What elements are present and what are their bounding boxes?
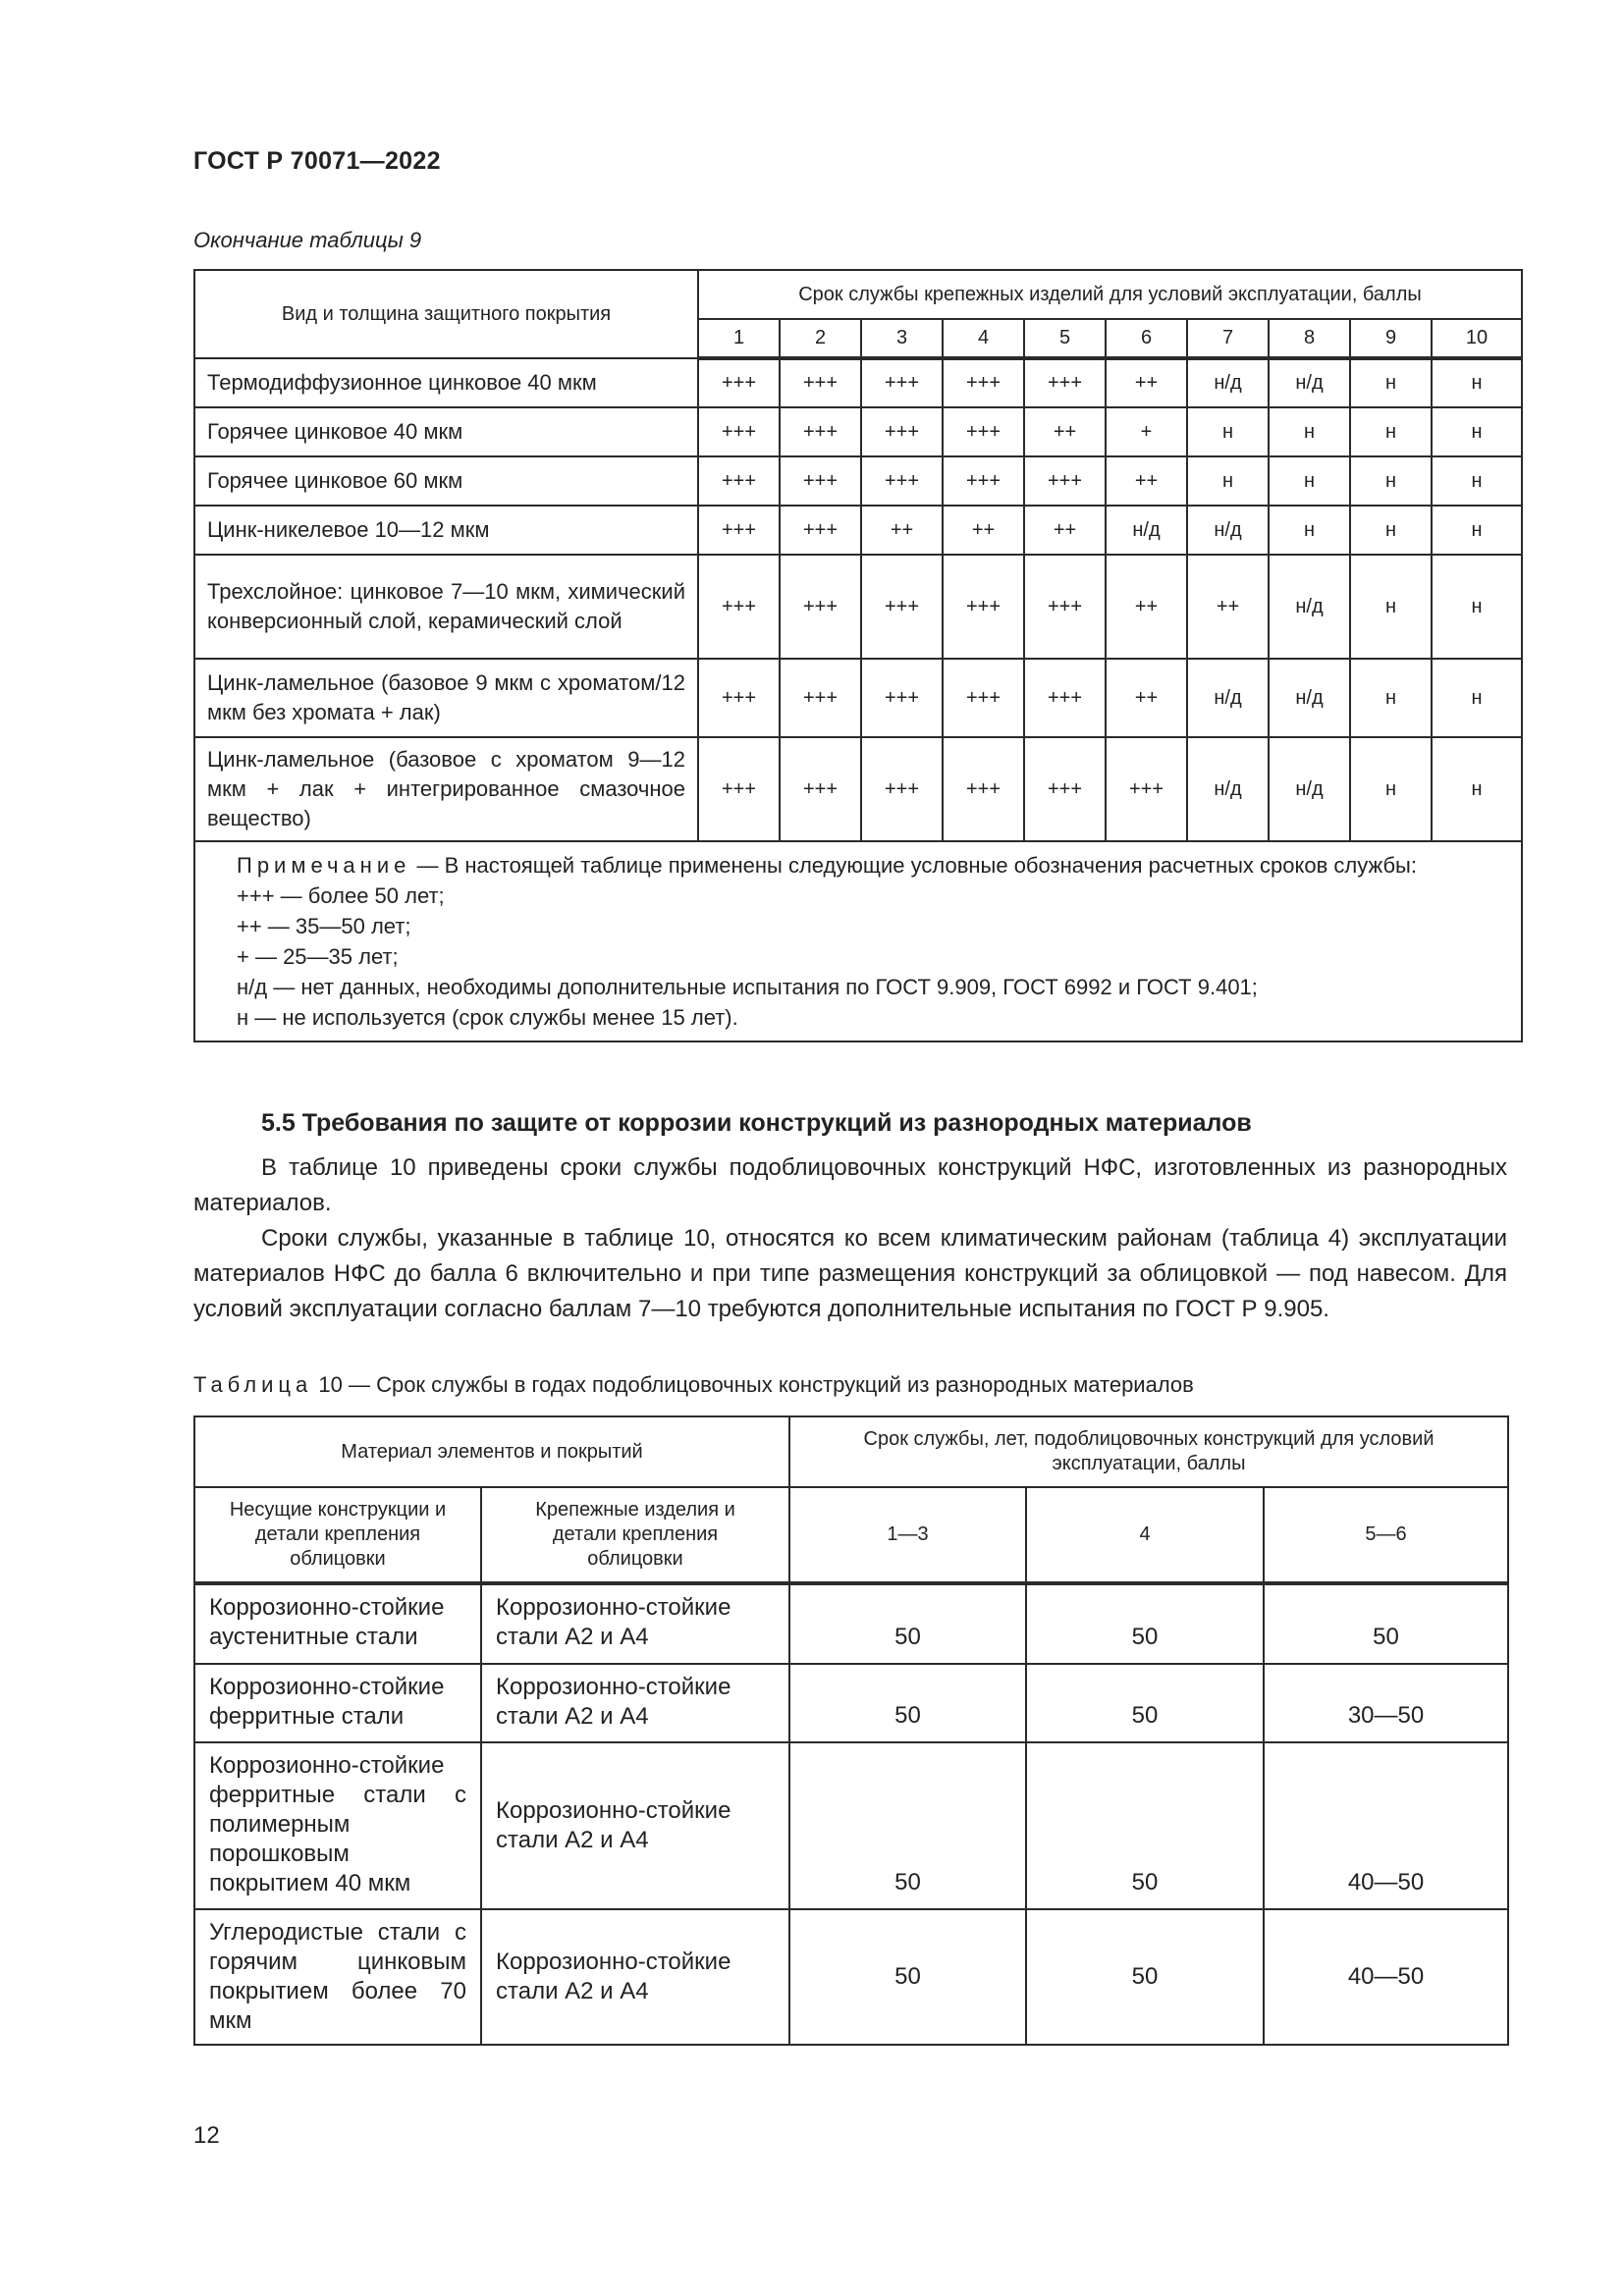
page-number: 12 (193, 2122, 220, 2149)
table9-cell-value: н/д (1269, 737, 1350, 841)
table9-row (194, 506, 1522, 555)
table9-cell-value: +++ (1024, 737, 1106, 841)
table9-cell-value: +++ (943, 555, 1024, 659)
table10-cell-value: 30—50 (1264, 1664, 1508, 1742)
table9-cell-value: +++ (698, 358, 780, 407)
table9-cell-value: +++ (698, 506, 780, 555)
table10-cell-value: 50 (789, 1909, 1026, 2045)
table9-cell-value: +++ (943, 407, 1024, 456)
table10-cell-fasteners: Коррозионно-стойкие стали А2 и А4 (481, 1909, 789, 2045)
table9-cell-value: н (1432, 659, 1522, 737)
table9-cell-value: н (1269, 506, 1350, 555)
table9-cell-value: н (1269, 407, 1350, 456)
table10-cell-fasteners: Коррозионно-стойкие стали А2 и А4 (481, 1583, 789, 1664)
table10-cell-value: 50 (789, 1742, 1026, 1909)
table9-cell-value: +++ (780, 456, 861, 506)
table9-cell-value: ++ (1106, 456, 1187, 506)
table10-cell-value: 40—50 (1264, 1909, 1508, 2045)
table9-cell-value: н (1432, 358, 1522, 407)
table9-cell-value: +++ (861, 555, 943, 659)
table10-cell-value: 50 (1026, 1664, 1264, 1742)
table9-cell-value: ++ (1187, 555, 1269, 659)
table9-cell-value: н (1187, 456, 1269, 506)
note-item: + — 25—35 лет; (237, 944, 399, 969)
table9-col-header: 4 (943, 319, 1024, 358)
table9-cell-value: н (1432, 407, 1522, 456)
table10-header-bearing: Несущие конструкции и детали крепления облицовки (194, 1487, 481, 1583)
table9-cell-value: +++ (698, 659, 780, 737)
table9-cell-value: н (1350, 407, 1432, 456)
table9-cell-coating: Горячее цинковое 60 мкм (194, 456, 698, 506)
table9-cell-value: н/д (1187, 358, 1269, 407)
table9-col-header: 8 (1269, 319, 1350, 358)
table9-cell-value: +++ (861, 407, 943, 456)
table9-cell-value: ++ (1106, 358, 1187, 407)
table9-continuation-caption: Окончание таблицы 9 (193, 228, 422, 252)
note-item: н — не используется (срок службы менее 15 лет). (237, 1005, 738, 1030)
table9-row (194, 456, 1522, 506)
table9-cell-value: +++ (1024, 358, 1106, 407)
table9-cell-value: +++ (861, 358, 943, 407)
table9-cell-value: н (1432, 506, 1522, 555)
table9-cell-value: +++ (780, 555, 861, 659)
table9-cell-value: +++ (698, 407, 780, 456)
table10-cell-value: 50 (789, 1664, 1026, 1742)
table9-cell-value: н/д (1187, 506, 1269, 555)
table9-cell-value: +++ (780, 506, 861, 555)
table9-cell-value: ++ (943, 506, 1024, 555)
table9-cell-value: н (1432, 737, 1522, 841)
table9-cell-value: ++ (861, 506, 943, 555)
table9-row (194, 407, 1522, 456)
table9-col-header: 7 (1187, 319, 1269, 358)
table10-cell-value: 50 (1026, 1742, 1264, 1909)
table9-cell-value: ++ (1024, 506, 1106, 555)
document-code-header: ГОСТ Р 70071—2022 (193, 147, 441, 175)
table10-col-header: 1—3 (789, 1487, 1026, 1583)
table9-cell-value: +++ (780, 358, 861, 407)
table9-cell-value: н (1432, 555, 1522, 659)
table9-cell-value: н (1269, 456, 1350, 506)
table9-col-header: 10 (1432, 319, 1522, 358)
table9-cell-value: н/д (1269, 555, 1350, 659)
table9-cell-coating: Цинк-ламельное (базовое 9 мкм с хроматом/12 мкм без хромата + лак) (194, 659, 698, 737)
table-9 (193, 269, 1523, 1042)
table9-cell-value: н (1350, 358, 1432, 407)
table10-caption-label: Таблица (193, 1372, 313, 1397)
table10-cell-bearing: Коррозионно-стойкие ферритные стали с полимерным порошковым покрытием 40 мкм (194, 1742, 481, 1909)
table10-cell-value: 50 (1026, 1583, 1264, 1664)
table9-cell-value: +++ (698, 456, 780, 506)
table10-cell-value: 40—50 (1264, 1742, 1508, 1909)
table9-cell-coating: Горячее цинковое 40 мкм (194, 407, 698, 456)
table10-header-material: Материал элементов и покрытий (194, 1416, 789, 1487)
table9-col-header: 2 (780, 319, 861, 358)
table9-cell-value: +++ (861, 659, 943, 737)
table9-row (194, 358, 1522, 407)
note-item: ++ — 35—50 лет; (237, 914, 411, 938)
table9-cell-value: +++ (943, 358, 1024, 407)
table9-cell-value: ++ (1024, 407, 1106, 456)
table9-cell-value: ++ (1106, 659, 1187, 737)
table10-cell-bearing: Углеродистые стали с горячим цинковым покрытием более 70 мкм (194, 1909, 481, 2045)
table9-cell-value: н/д (1106, 506, 1187, 555)
paragraph-1: В таблице 10 приведены сроки службы подоблицовочных конструкций НФС, изготовленных из разнородных материалов. (193, 1154, 1507, 1216)
table9-cell-value: +++ (1024, 555, 1106, 659)
table9-body (194, 358, 1522, 841)
table10-caption (193, 1372, 1194, 1398)
table9-row (194, 555, 1522, 659)
paragraph-2: Сроки службы, указанные в таблице 10, относятся ко всем климатическим районам (таблица 4) эксплуатации материалов НФС до балла 6 включительно и при типе размещения конструкций за облицовкой — под навесом. Для условий эксплуатации согласно баллам 7—10 требуются дополнительные испытания по ГОСТ Р 9.905. (193, 1225, 1507, 1322)
table9-row (194, 659, 1522, 737)
table9-cell-value: н (1350, 456, 1432, 506)
table9-cell-value: +++ (943, 659, 1024, 737)
table10-header-service-life: Срок службы, лет, подоблицовочных конструкций для условий эксплуатации, баллы (789, 1416, 1508, 1487)
paragraph (193, 1150, 1507, 1327)
table9-col-header: 9 (1350, 319, 1432, 358)
table9-cell-value: н (1350, 737, 1432, 841)
table9-cell-value: +++ (861, 737, 943, 841)
table9-cell-value: +++ (1024, 456, 1106, 506)
table9-cell-value: н/д (1187, 737, 1269, 841)
table9-cell-value: н (1350, 659, 1432, 737)
table10-cell-fasteners: Коррозионно-стойкие стали А2 и А4 (481, 1742, 789, 1909)
table9-cell-value: +++ (943, 737, 1024, 841)
table9-cell-value: +++ (1106, 737, 1187, 841)
table9-col-header: 5 (1024, 319, 1106, 358)
table9-cell-coating: Трехслойное: цинковое 7—10 мкм, химический конверсионный слой, керамический слой (194, 555, 698, 659)
table9-col-header: 3 (861, 319, 943, 358)
table10-cell-value: 50 (1026, 1909, 1264, 2045)
table9-cell-value: +++ (780, 659, 861, 737)
table9-header-coating: Вид и толщина защитного покрытия (194, 270, 698, 358)
table9-cell-value: н/д (1269, 659, 1350, 737)
note-label: Примечание (237, 853, 411, 878)
note-item: +++ — более 50 лет; (237, 883, 445, 908)
table9-cell-coating: Термодиффузионное цинковое 40 мкм (194, 358, 698, 407)
table9-cell-value: н (1432, 456, 1522, 506)
table10-cell-value: 50 (789, 1583, 1026, 1664)
table9-note (194, 841, 1522, 1041)
table10-col-header: 5—6 (1264, 1487, 1508, 1583)
table9-cell-value: ++ (1106, 555, 1187, 659)
table9-row (194, 737, 1522, 841)
note-item: н/д — нет данных, необходимы дополнительные испытания по ГОСТ 9.909, ГОСТ 6992 и ГОСТ 9.401; (237, 975, 1258, 999)
table9-cell-value: +++ (780, 737, 861, 841)
table10-cell-bearing: Коррозионно-стойкие аустенитные стали (194, 1583, 481, 1664)
table9-cell-value: н/д (1187, 659, 1269, 737)
table10-cell-bearing: Коррозионно-стойкие ферритные стали (194, 1664, 481, 1742)
table9-cell-value: н/д (1269, 358, 1350, 407)
table10-header-fasteners: Крепежные изделия и детали крепления облицовки (481, 1487, 789, 1583)
table9-cell-coating: Цинк-никелевое 10—12 мкм (194, 506, 698, 555)
table9-header-service-life: Срок службы крепежных изделий для условий эксплуатации, баллы (698, 270, 1522, 319)
table9-cell-value: + (1106, 407, 1187, 456)
section-heading: 5.5 Требования по защите от коррозии конструкций из разнородных материалов (261, 1109, 1252, 1137)
table10-cell-value: 50 (1264, 1583, 1508, 1664)
table9-cell-value: н (1350, 506, 1432, 555)
note-intro: — В настоящей таблице применены следующие условные обозначения расчетных сроков службы: (410, 853, 1417, 878)
table9-cell-value: н (1187, 407, 1269, 456)
table9-cell-value: +++ (698, 737, 780, 841)
table9-cell-value: +++ (698, 555, 780, 659)
table-10 (193, 1415, 1509, 2046)
table10-col-header: 4 (1026, 1487, 1264, 1583)
table9-col-header: 6 (1106, 319, 1187, 358)
table9-cell-value: +++ (780, 407, 861, 456)
table9-col-header: 1 (698, 319, 780, 358)
table9-cell-value: н (1350, 555, 1432, 659)
table9-cell-value: +++ (861, 456, 943, 506)
table9-cell-value: +++ (943, 456, 1024, 506)
table10-cell-fasteners: Коррозионно-стойкие стали А2 и А4 (481, 1664, 789, 1742)
table9-cell-value: +++ (1024, 659, 1106, 737)
table9-cell-coating: Цинк-ламельное (базовое с хроматом 9—12 мкм + лак + интегрированное смазочное вещество) (194, 737, 698, 841)
table10-caption-text: 10 — Срок службы в годах подоблицовочных конструкций из разнородных материалов (312, 1372, 1194, 1397)
